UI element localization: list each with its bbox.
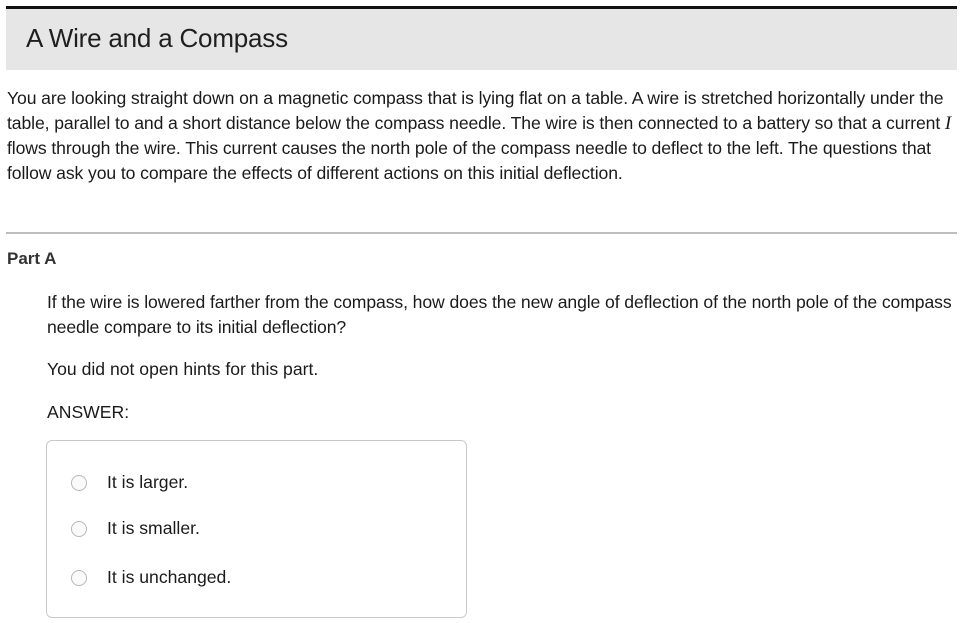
option-smaller[interactable] bbox=[71, 518, 200, 539]
intro-text-start: You are looking straight down on a magnetic compass that is lying flat on a table. A wire is stretched horizontally under the table, parallel to and a short distance below the compass needle. The wire is then connected to a battery so that a current bbox=[7, 88, 945, 133]
answer-label: ANSWER: bbox=[47, 402, 130, 422]
radio-button[interactable] bbox=[71, 475, 87, 491]
answer-options-box bbox=[46, 440, 467, 618]
page-title: A Wire and a Compass bbox=[26, 23, 288, 53]
intro-text-end: flows through the wire. This current causes the north pole of the compass needle to deflect to the left. The questions that follow ask you to compare the effects of different actions on this initial deflection. bbox=[7, 138, 931, 183]
section-divider bbox=[6, 232, 957, 234]
question-text: If the wire is lowered farther from the compass, how does the new angle of deflection of the north pole of the compass needle compare to its initial deflection? bbox=[47, 292, 952, 337]
title-bar bbox=[6, 6, 957, 70]
radio-button[interactable] bbox=[71, 570, 87, 586]
option-label: It is larger. bbox=[107, 472, 189, 492]
radio-button[interactable] bbox=[71, 521, 87, 537]
problem-intro bbox=[7, 86, 952, 185]
current-symbol: I bbox=[944, 112, 952, 134]
option-unchanged[interactable] bbox=[71, 567, 231, 588]
option-larger[interactable] bbox=[71, 472, 188, 493]
part-label[interactable]: Part A bbox=[7, 249, 57, 268]
option-label: It is smaller. bbox=[107, 518, 200, 538]
option-label: It is unchanged. bbox=[107, 567, 232, 587]
hint-status: You did not open hints for this part. bbox=[47, 359, 319, 379]
